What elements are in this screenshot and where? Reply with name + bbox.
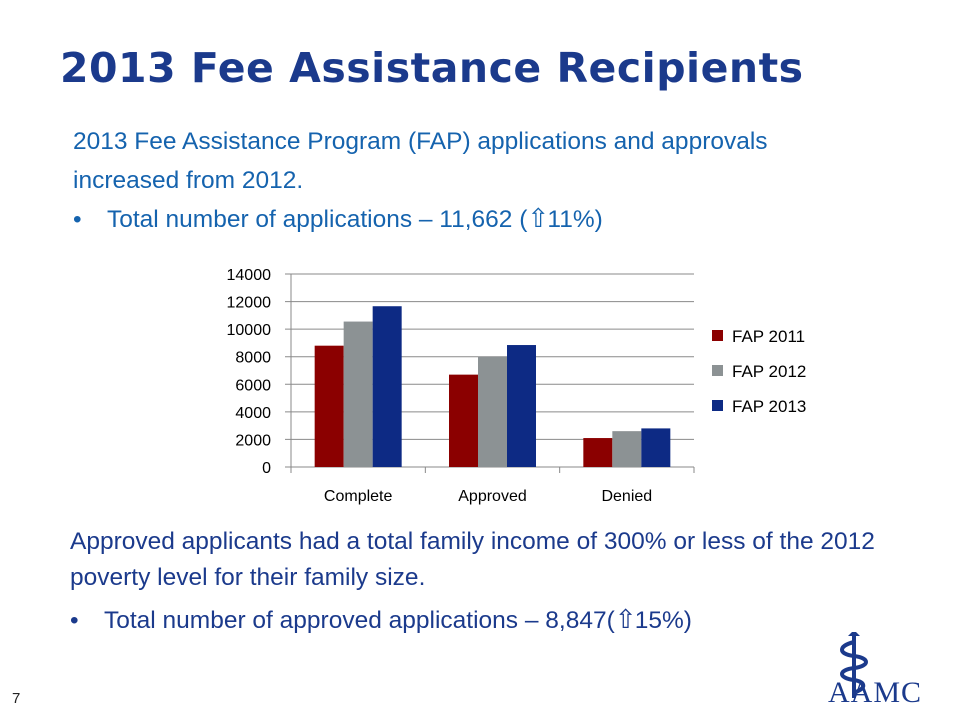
bullet-applications-text: Total number of applications – 11,662 ( xyxy=(107,206,528,233)
up-arrow-icon: ⇧ xyxy=(614,604,637,634)
legend-swatch xyxy=(712,400,723,411)
bullet-dot: • xyxy=(70,607,79,634)
y-tick-label: 0 xyxy=(262,460,271,477)
bar-fap-2012-complete xyxy=(344,322,373,467)
legend-label: FAP 2012 xyxy=(732,362,807,381)
legend-label: FAP 2011 xyxy=(732,327,806,346)
y-tick-label: 14000 xyxy=(226,267,271,284)
slide-title: 2013 Fee Assistance Recipients xyxy=(60,44,804,92)
y-tick-label: 8000 xyxy=(235,349,271,367)
bullet-dot: • xyxy=(73,206,82,233)
slide-number: 7 xyxy=(12,690,21,707)
up-arrow-icon: ⇧ xyxy=(527,203,550,233)
y-tick-label: 2000 xyxy=(235,432,271,450)
bullet-approved-change: 15%) xyxy=(634,607,692,634)
legend-swatch xyxy=(712,365,723,376)
y-tick-label: 4000 xyxy=(235,404,271,422)
y-tick-label: 12000 xyxy=(226,294,271,312)
y-tick-label: 6000 xyxy=(235,377,271,395)
bullet-approved-text: Total number of approved applications – 8,847( xyxy=(104,607,615,634)
logo-text: AAMC xyxy=(828,676,923,709)
legend-swatch xyxy=(712,330,723,341)
legend-label: FAP 2013 xyxy=(732,397,807,416)
bar-fap-2013-complete xyxy=(373,306,402,467)
bar-fap-2011-approved xyxy=(449,375,478,467)
bar-fap-2013-denied xyxy=(641,428,670,467)
y-tick-label: 10000 xyxy=(226,322,271,340)
x-tick-label: Denied xyxy=(601,488,653,505)
bar-fap-2011-complete xyxy=(315,346,344,467)
bar-fap-2011-denied xyxy=(583,438,612,467)
x-tick-label: Approved xyxy=(458,488,527,505)
bullet-approved xyxy=(70,602,692,638)
x-tick-label: Complete xyxy=(323,488,393,505)
bar-fap-2012-approved xyxy=(478,357,507,467)
bar-fap-2012-denied xyxy=(612,431,641,467)
outro-text: Approved applicants had a total family income of 300% or less of the 2012 poverty level for their family size. xyxy=(70,528,875,591)
bullet-applications-change: 11%) xyxy=(547,206,603,233)
intro-text: 2013 Fee Assistance Program (FAP) applications and approvals increased from 2012. xyxy=(73,128,768,194)
bar-fap-2013-approved xyxy=(507,345,536,467)
